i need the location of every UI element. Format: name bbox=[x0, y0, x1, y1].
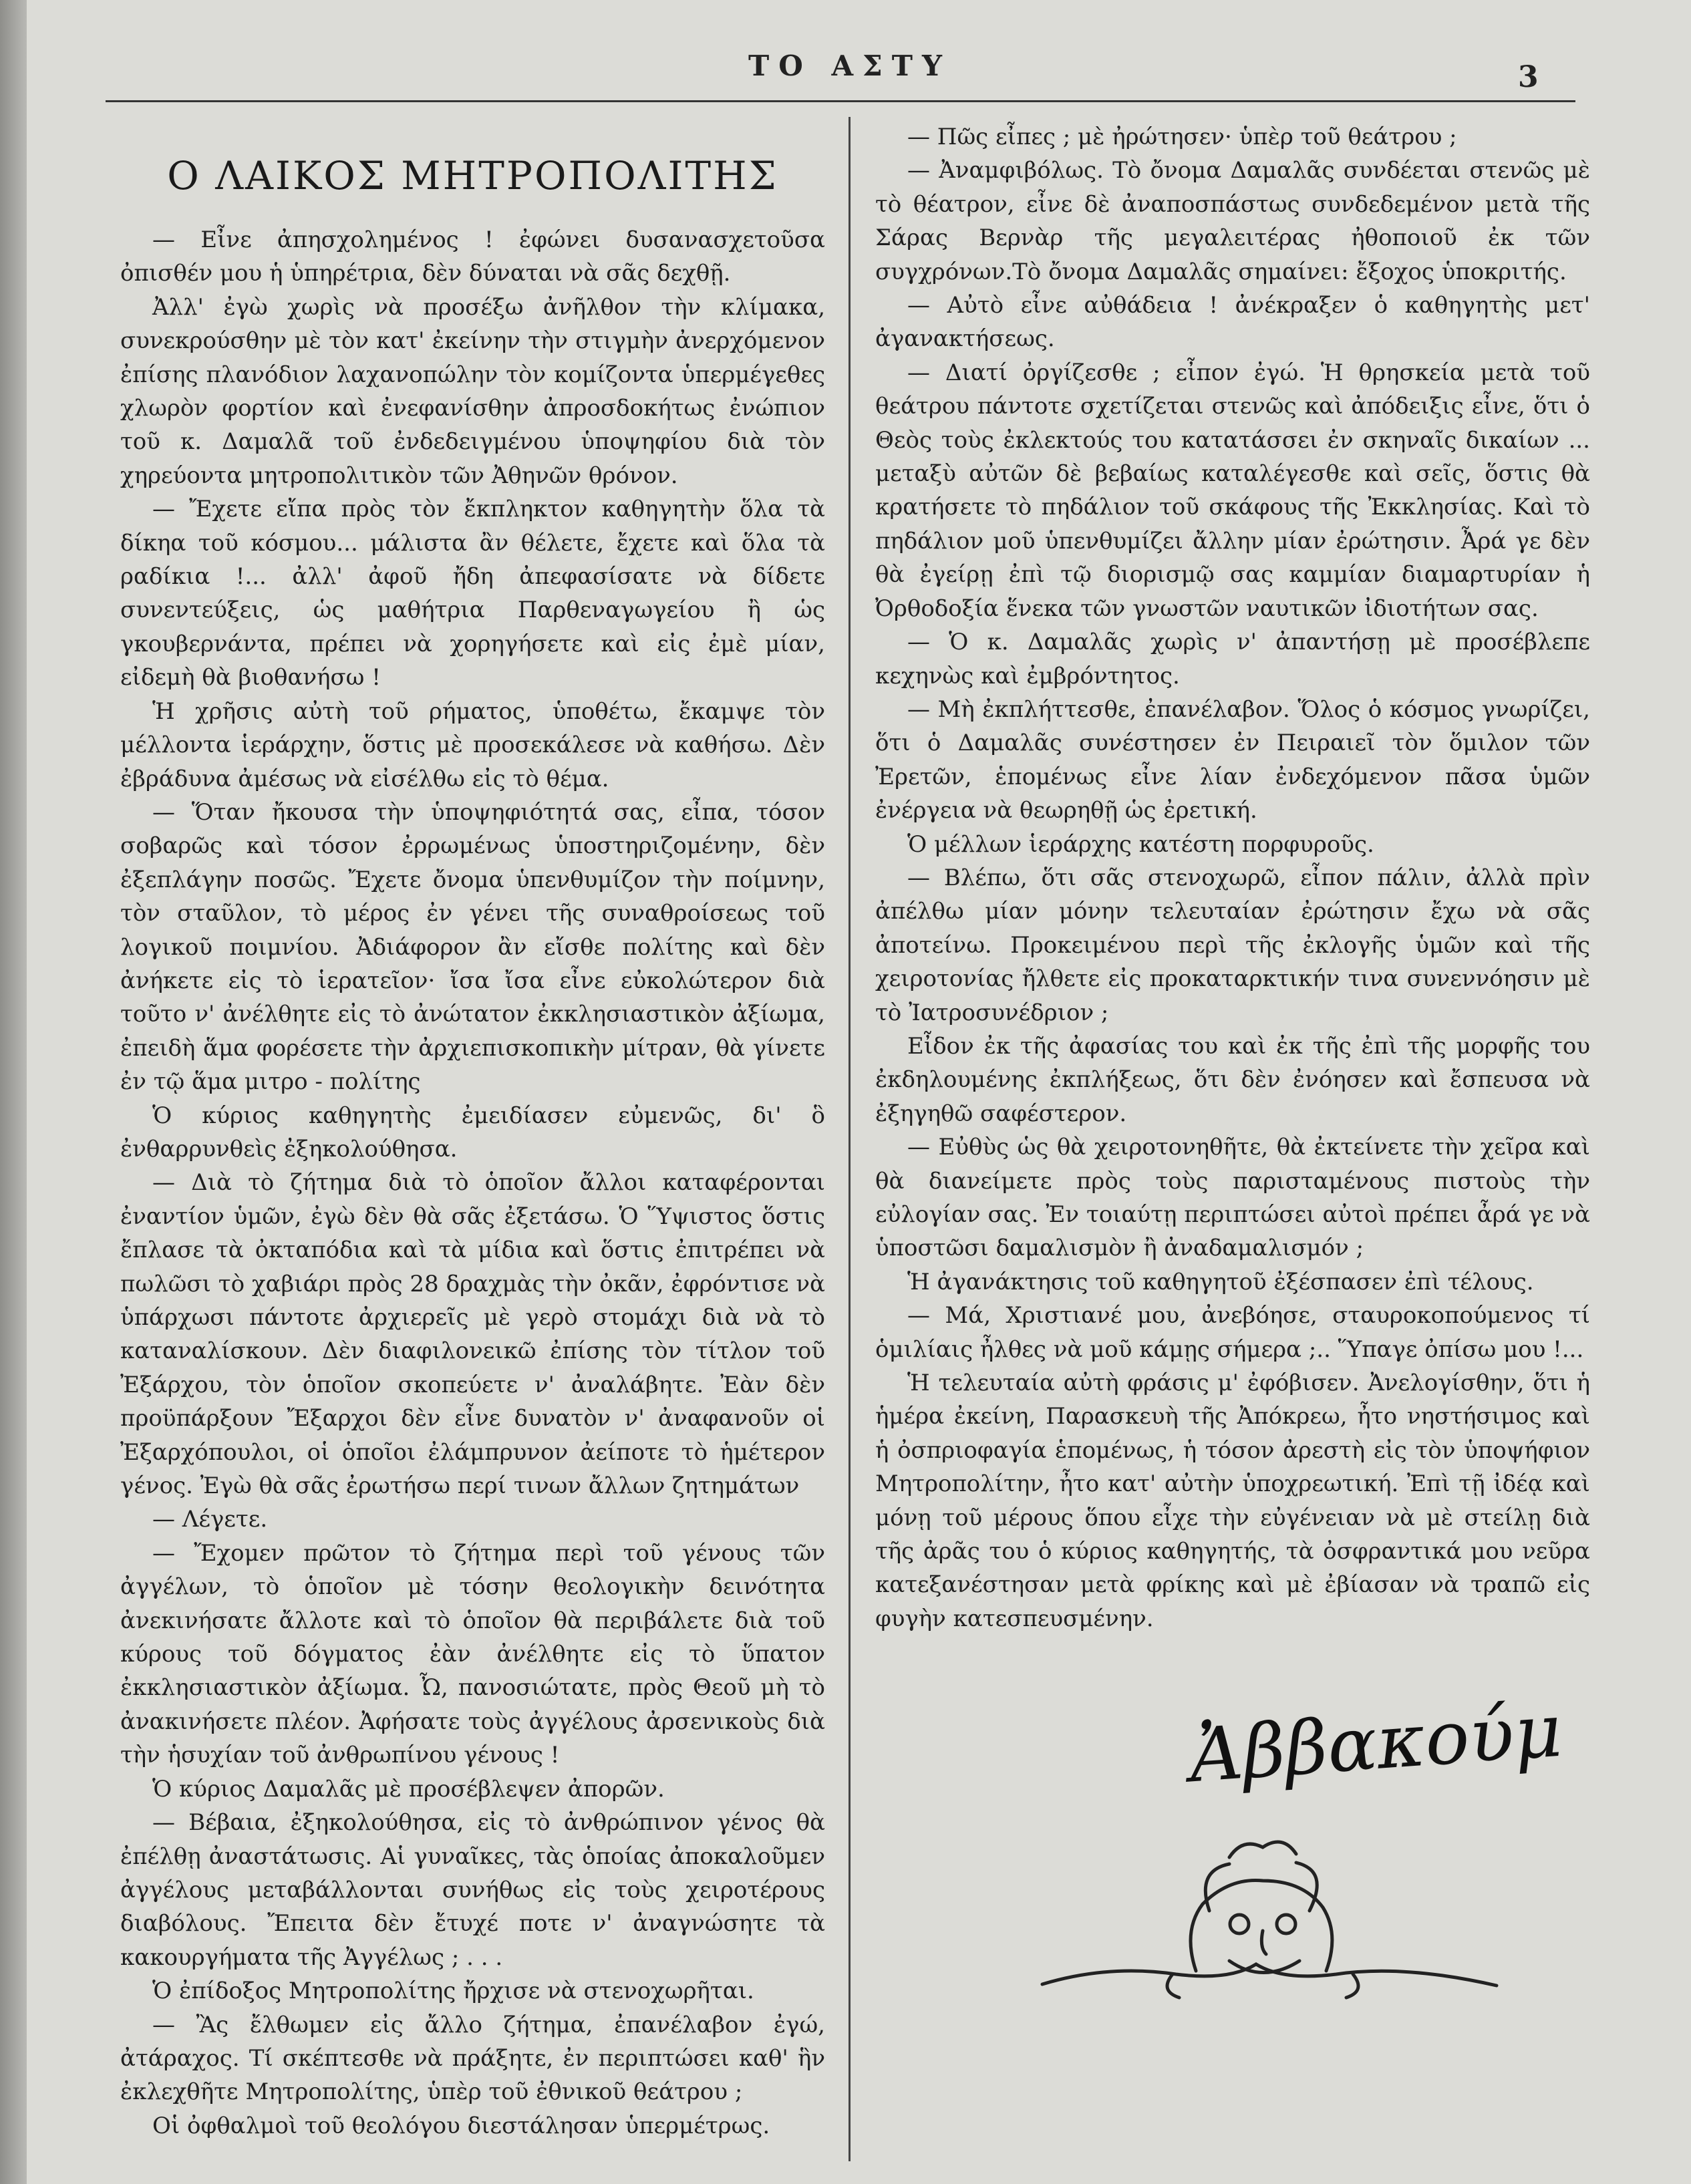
article-paragraph: Ἡ χρῆσις αὐτὴ τοῦ ρήματος, ὑποθέτω, ἔκαμψε τὸν μέλλοντα ἱεράρχην, ὅστις μὲ προσεκάλεσε νὰ καθήσω. Δὲν ἐβράδυνα ἀμέσως νὰ εἰσέλθω εἰς τὸ θέμα. bbox=[120, 697, 825, 792]
left-column-text bbox=[120, 223, 825, 2143]
author-signature: Ἀββακούμ bbox=[1187, 1687, 1565, 1799]
article-paragraph: Οἱ ὀφθαλμοὶ τοῦ θεολόγου διεστάλησαν ὑπερμέτρως. bbox=[152, 2112, 770, 2139]
right-column-text bbox=[875, 120, 1590, 1635]
article-paragraph: Ἡ τελευταία αὐτὴ φράσις μ' ἐφόβισεν. Ἀνελογίσθην, ὅτι ἡ ἡμέρα ἐκείνη, Παρασκευὴ τῆς Ἀπόκρεω, ἦτο νηστήσιμος καὶ ἡ ὀσπριοφαγία ἑπομένως, ἡ τόσον ἀρεστὴ εἰς τὸν ὑποψήφιον Μητροπολίτην, ἦτο κατ' αὐτὴν ὑποχρεωτική. Ἐπὶ τῇ ἰδέᾳ καὶ μόνῃ τοῦ μέρους ὅπου εἶχε τὴν εὐγένειαν νὰ μὲ στείλῃ διὰ τῆς ἀρᾶς του ὁ κύριος καθηγητής, τὰ ὀσφραντικά μου νεῦρα κατεξανέστησαν μετὰ φρίκης καὶ μὲ ἐβίασαν νὰ τραπῶ εἰς φυγὴν κατεσπευσμένην. bbox=[875, 1370, 1590, 1632]
article-title: Ο ΛΑΙΚΟΣ ΜΗΤΡΟΠΟΛΙΤΗΣ bbox=[167, 153, 778, 198]
article-paragraph: — Εὐθὺς ὡς θὰ χειροτονηθῆτε, θὰ ἐκτείνετε τὴν χεῖρα καὶ θὰ διανείμετε πρὸς τοὺς παρισταμένους πιστοὺς τὴν εὐλογίαν σας. Ἐν τοιαύτῃ περιπτώσει αὐτοὶ πρέπει ἆρά γε νὰ ὑποστῶσι δαμαλισμὸν ἢ ἀναδαμαλισμόν ; bbox=[875, 1134, 1590, 1262]
right-column bbox=[875, 120, 1590, 1635]
article-paragraph: — Εἶνε ἀπησχολημένος ! ἐφώνει δυσανασχετοῦσα ὀπισθέν μου ἡ ὑπηρέτρια, δὲν δύναται νὰ σᾶς δεχθῇ. bbox=[120, 226, 825, 287]
article-paragraph: — Ὅταν ἤκουσα τὴν ὑποψηφιότητά σας, εἶπα, τόσον σοβαρῶς καὶ τόσον ἐρρωμένως ὑποστηριζομένην, δὲν ἐξεπλάγην ποσῶς. Ἔχετε ὄνομα ὑπενθυμίζον τὴν ποίμνην, τὸν σταῦλον, τὸ μέρος ἐν γένει τῆς συναθροίσεως τοῦ λογικοῦ ποιμνίου. Ἀδιάφορον ἂν εἴσθε πολίτης καὶ δὲν ἀνήκετε εἰς τὸ ἱερατεῖον· ἴσα ἴσα εἶνε εὐκολώτερον διὰ τοῦτο ν' ἀνέλθητε εἰς τὸ ἀνώτατον ἐκκλησιαστικὸν ἀξίωμα, ἐπειδὴ ἅμα φορέσετε τὴν ἀρχιεπισκοπικὴν μίτραν, θὰ γίνετε ἐν τῷ ἅμα μιτρο - πολίτης bbox=[120, 798, 825, 1096]
article-paragraph: — Διὰ τὸ ζήτημα διὰ τὸ ὁποῖον ἄλλοι καταφέρονται ἐναντίον ὑμῶν, ἐγὼ δὲν θὰ σᾶς ἐξετάσω. Ὁ Ὕψιστος ὅστις ἔπλασε τὰ ὀκταπόδια καὶ τὰ μίδια καὶ ὅστις ἐπιτρέπει νὰ πωλῶσι τὸ χαβιάρι πρὸς 28 δραχμὰς τὴν ὀκᾶν, ἐφρόντισε νὰ ὑπάρχωσι πάντοτε ἀρχιερεῖς μὲ γερὸ στομάχι διὰ νὰ τὸ καταναλίσκουν. Δὲν διαφιλονεικῶ ἐπίσης τὸν τίτλον τοῦ Ἐξάρχου, τὸν ὁποῖον σκοπεύετε ν' ἀναλάβητε. Ἐὰν δὲν προϋπάρξουν Ἔξαρχοι δὲν εἶνε δυνατὸν ν' ἀναφανοῦν οἱ Ἐξαρχόπουλοι, οἱ ὁποῖοι ἐλάμπρυνον ἀείποτε τὸ ἡμέτερον γένος. Ἐγὼ θὰ σᾶς ἐρωτήσω περί τινων ἄλλων ζητημάτων bbox=[120, 1169, 825, 1500]
article-paragraph: Ἀλλ' ἐγὼ χωρὶς νὰ προσέξω ἀνῆλθον τὴν κλίμακα, συνεκρούσθην μὲ τὸν κατ' ἐκείνην τὴν στιγμὴν ἀνερχόμενον ἐπίσης πλανόδιον λαχανοπώλην τὸν κομίζοντα ὑπερμέγεθες χλωρὸν φορτίον καὶ ἐνεφανίσθην ἀπροσδοκήτως ἐνώπιον τοῦ κ. Δαμαλᾶ τοῦ ἐνδεδειγμένου ὑποψηφίου διὰ τὸν χηρεύοντα μητροπολιτικὸν τῶν Ἀθηνῶν θρόνον. bbox=[120, 293, 825, 489]
article-paragraph: — Μά, Χριστιανέ μου, ἀνεβόησε, σταυροκοπούμενος τί ὁμιλίαις ἦλθες νὰ μοῦ κάμῃς σήμερα ;.. Ὕπαγε ὀπίσω μου !... bbox=[875, 1302, 1590, 1363]
article-paragraph: — Ἔχομεν πρῶτον τὸ ζήτημα περὶ τοῦ γένους τῶν ἀγγέλων, τὸ ὁποῖον μὲ τόσην θεολογικὴν δεινότητα ἀνεκινήσατε ἄλλοτε καὶ τὸ ὁποῖον θὰ περιβάλετε διὰ τοῦ κύρους τοῦ δόγματος ἐὰν ἀνέλθητε εἰς τὸ ὕπατον ἐκκλησιαστικὸν ἀξίωμα. Ὦ, πανοσιώτατε, πρὸς Θεοῦ μὴ τὸ ἀνακινήσετε πλέον. Ἀφήσατε τοὺς ἀγγέλους ἀρσενικοὺς διὰ τὴν ἡσυχίαν τοῦ ἀνθρωπίνου γένους ! bbox=[120, 1539, 825, 1769]
header-rule bbox=[106, 100, 1575, 102]
article-paragraph: — Βέβαια, ἐξηκολούθησα, εἰς τὸ ἀνθρώπινον γένος θὰ ἐπέλθῃ ἀναστάτωσις. Αἱ γυναῖκες, τὰς ὁποίας ἀποκαλοῦμεν ἀγγέλους μεταβάλλονται συνήθως εἰς τοὺς χειροτέρους διαβόλους. Ἔπειτα δὲν ἔτυχέ ποτε ν' ἀναγνώσητε τὰ κακουργήματα τῆς Ἀγγέλως ; . . . bbox=[120, 1809, 825, 1971]
page-left-edge bbox=[0, 0, 27, 2184]
article-paragraph: Ὁ κύριος Δαμαλᾶς μὲ προσέβλεψεν ἀπορῶν. bbox=[152, 1775, 665, 1803]
article-paragraph: Ὁ ἐπίδοξος Μητροπολίτης ἤρχισε νὰ στενοχωρῆται. bbox=[152, 1978, 754, 2005]
caricature-drawing bbox=[1029, 1831, 1510, 2031]
article-paragraph: — Διατί ὀργίζεσθε ; εἶπον ἐγώ. Ἡ θρησκεία μετὰ τοῦ θεάτρου πάντοτε σχετίζεται στενῶς καὶ ἀπόδειξις εἶνε, ὅτι ὁ Θεὸς τοὺς ἐκλεκτούς του κατατάσσει ἐν σκηναῖς δικαίων ... μεταξὺ αὐτῶν δὲ βεβαίως καταλέγεσθε καὶ σεῖς, ὅστις θὰ κρατήσετε τὸ πηδάλιον τοῦ σκάφους τῆς Ἐκκλησίας. Καὶ τὸ πηδάλιον μοῦ ὑπενθυμίζει ἄλλην μίαν ἐρώτησιν. Ἆρά γε δὲν θὰ ἐγείρῃ ἐπὶ τῷ διορισμῷ σας καμμίαν διαμαρτυρίαν ἡ Ὀρθοδοξία ἕνεκα τῶν γνωστῶν ναυτικῶν ἰδιοτήτων σας. bbox=[875, 359, 1590, 622]
article-paragraph: — Βλέπω, ὅτι σᾶς στενοχωρῶ, εἶπον πάλιν, ἀλλὰ πρὶν ἀπέλθω μίαν μόνην τελευταίαν ἐρώτησιν ἔχω νὰ σᾶς ἀποτείνω. Προκειμένου περὶ τῆς ἐκλογῆς ὑμῶν καὶ τῆς χειροτονίας ἤλθετε εἰς προκαταρκτικήν τινα συνεννόησιν μὲ τὸ Ἰατροσυνέδριον ; bbox=[875, 864, 1590, 1026]
article-paragraph: — Μὴ ἐκπλήττεσθε, ἐπανέλαβον. Ὅλος ὁ κόσμος γνωρίζει, ὅτι ὁ Δαμαλᾶς συνέστησεν ἐν Πειραιεῖ τὸν ὅμιλον τῶν Ἐρετῶν, ἑπομένως εἶνε λίαν ἐνδεχόμενον πᾶσα ὑμῶν ἐνέργεια νὰ θεωρηθῇ ὡς ἐρετική. bbox=[875, 695, 1590, 824]
article-paragraph: — Ἔχετε εἴπα πρὸς τὸν ἔκπληκτον καθηγητὴν ὅλα τὰ δίκηα τοῦ κόσμου... μάλιστα ἂν θέλετε, ἔχετε καὶ ὅλα τὰ ραδίκια !... ἀλλ' ἀφοῦ ἤδη ἀπεφασίσατε νὰ δίδετε συνεντεύξεις, ὡς μαθήτρια Παρθεναγωγείου ἢ ὡς γκουβερνάντα, πρέπει νὰ χορηγήσετε καὶ εἰς ἐμὲ μίαν, εἰδεμὴ θὰ βιοθανήσω ! bbox=[120, 496, 825, 691]
article-paragraph: Ὁ κύριος καθηγητὴς ἐμειδίασεν εὐμενῶς, δι' ὃ ἐνθαρρυνθεὶς ἐξηκολούθησα. bbox=[120, 1102, 825, 1162]
article-paragraph: Ἡ ἀγανάκτησις τοῦ καθηγητοῦ ἐξέσπασεν ἐπὶ τέλους. bbox=[907, 1268, 1534, 1295]
article-paragraph: — Αὐτὸ εἶνε αὐθάδεια ! ἀνέκραξεν ὁ καθηγητὴς μετ' ἀγανακτήσεως. bbox=[875, 292, 1590, 353]
column-rule bbox=[849, 117, 851, 2161]
article-paragraph: Εἶδον ἐκ τῆς ἀφασίας του καὶ ἐκ τῆς ἐπὶ τῆς μορφῆς του ἐκδηλουμένης ἐκπλήξεως, ὅτι δὲν ἐνόησεν καὶ ἔσπευσα νὰ ἐξηγηθῶ σαφέστερον. bbox=[875, 1032, 1590, 1127]
article-paragraph: — Λέγετε. bbox=[152, 1506, 268, 1533]
article-paragraph: — Ἂς ἔλθωμεν εἰς ἄλλο ζήτημα, ἐπανέλαβον ἐγώ, ἀτάραχος. Τί σκέπτεσθε νὰ πράξητε, ἐν περιπτώσει καθ' ἣν ἐκλεχθῆτε Μητροπολίτης, ὑπὲρ τοῦ ἐθνικοῦ θεάτρου ; bbox=[120, 2011, 825, 2106]
left-column bbox=[120, 120, 825, 2143]
newspaper-page bbox=[27, 0, 1691, 2184]
article-paragraph: — Πῶς εἶπες ; μὲ ἠρώτησεν· ὑπὲρ τοῦ θεάτρου ; bbox=[907, 124, 1457, 150]
article-paragraph: — Ὁ κ. Δαμαλᾶς χωρὶς ν' ἀπαντήσῃ μὲ προσέβλεπε κεχηνὼς καὶ ἐμβρόντητος. bbox=[875, 629, 1590, 689]
newspaper-title: ΤΟ ΑΣΤΥ bbox=[748, 49, 951, 82]
article-paragraph: — Ἀναμφιβόλως. Τὸ ὄνομα Δαμαλᾶς συνδέεται στενῶς μὲ τὸ θέατρον, εἶνε δὲ ἀναποσπάστως συνδεδεμένον μετὰ τῆς Σάρας Βερνὰρ τῆς μεγαλειτέρας ἠθοποιοῦ ἐκ τῶν συγχρόνων.Τὸ ὄνομα Δαμαλᾶς σημαίνει: ἔξοχος ὑποκριτής. bbox=[875, 157, 1590, 285]
page-number: 3 bbox=[1518, 60, 1539, 94]
article-paragraph: Ὁ μέλλων ἱεράρχης κατέστη πορφυροῦς. bbox=[907, 830, 1374, 858]
